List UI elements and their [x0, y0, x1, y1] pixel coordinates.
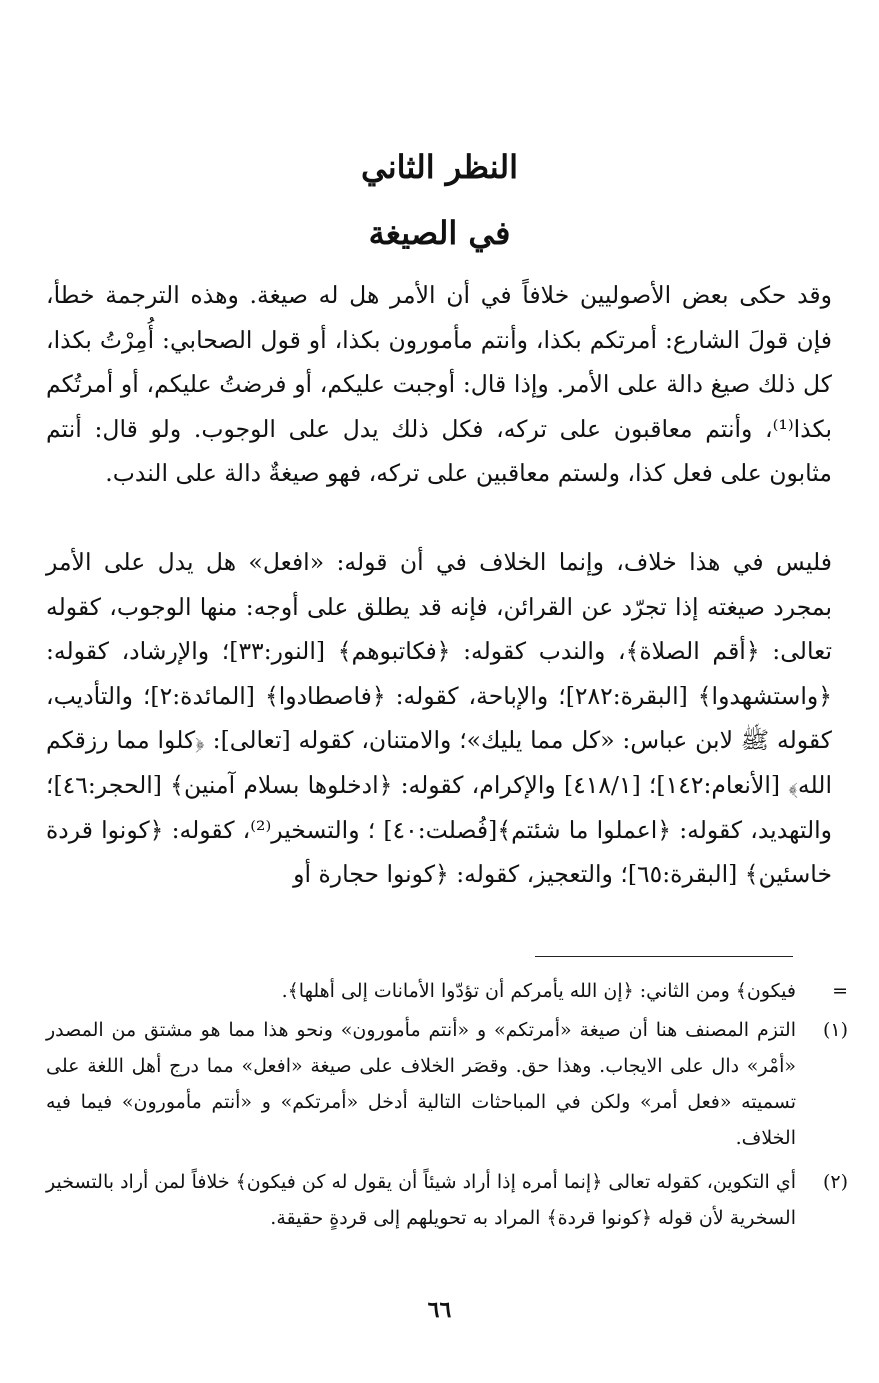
footnote-1 [46, 1012, 848, 1156]
footnote-marker: (١) [822, 1019, 848, 1041]
footnote-marker: = [832, 980, 848, 1002]
footnote-2 [46, 1164, 848, 1236]
footnote-text: أي التكوين، كقوله تعالى ﴿إنما أمره إذا أراد شيئاً أن يقول له كن فيكون﴾ خلافاً لمن أراد بالتسخير السخرية لأن قوله ﴿كونوا قردة﴾ المراد به تحويلهم إلى قردةٍ حقيقة. [46, 1171, 796, 1229]
body-paragraph-1: وقد حكى بعض الأصوليين خلافاً في أن الأمر هل له صيغة. وهذه الترجمة خطأ، فإن قولَ الشارع: أمرتكم بكذا، وأنتم مأمورون بكذا، أو قول الصحابي: أُمِرْتُ بكذا، كل ذلك صيغ دالة على الأمر. وإذا قال: أوجبت عليكم، أو فرضتُ عليكم، أو أمرتُكم بكذا⁽¹⁾، وأنتم معاقبون على تركه، فكل ذلك يدل على الوجوب. ولو قال: أنتم مثابون على فعل كذا، ولستم معاقبين على تركه، فهو صيغةٌ دالة على الندب. [46, 281, 832, 488]
footnote-marker: (٢) [822, 1171, 848, 1193]
footnote-separator [535, 956, 793, 957]
footnote-continuation [46, 973, 848, 1009]
section-subtitle: في الصيغة [368, 214, 511, 252]
body-paragraph-2: فليس في هذا خلاف، وإنما الخلاف في أن قوله: «افعل» هل يدل على الأمر بمجرد صيغته إذا تجرّد عن القرائن، فإنه قد يطلق على أوجه: منها الوجوب، كقوله تعالى: ﴿أقم الصلاة﴾، والندب كقوله: ﴿فكاتبوهم﴾ [النور:٣٣]؛ والإرشاد، كقوله: ﴿واستشهدوا﴾ [البقرة:٢٨٢]؛ والإباحة، كقوله: ﴿فاصطادوا﴾ [المائدة:٢]؛ والتأديب، كقوله ﷺ لابن عباس: «كل مما يليك»؛ والامتنان، كقوله [تعالى]: ﴿كلوا مما رزقكم الله﴾ [الأنعام:١٤٢]؛ [٤١٨/١] والإكرام، كقوله: ﴿ادخلوها بسلام آمنين﴾ [الحجر:٤٦]؛ والتهديد، كقوله: ﴿اعملوا ما شئتم﴾[فُصلت:٤٠] ؛ والتسخير⁽²⁾، كقوله: ﴿كونوا قردة خاسئين﴾ [البقرة:٦٥]؛ والتعجيز، كقوله: ﴿كونوا حجارة أو [46, 548, 833, 889]
footnote-text: التزم المصنف هنا أن صيغة «أمرتكم» و «أنتم مأمورون» ونحو هذا مما هو مشتق من المصدر «أمْر» دال على الايجاب. وهذا حق. وقصَر الخلاف على صيغة «افعل» مما درج أهل اللغة على تسميته «فعل أمر» ولكن في المباحثات التالية أدخل «أمرتكم» و «أنتم مأمورون» فيما فيه الخلاف. [46, 1019, 796, 1149]
page-number: ٦٦ [427, 1297, 452, 1323]
footnote-text: فيكون﴾ ومن الثاني: ﴿إن الله يأمركم أن تؤدّوا الأمانات إلى أهلها﴾. [281, 980, 796, 1002]
section-title: النظر الثاني [361, 148, 518, 186]
